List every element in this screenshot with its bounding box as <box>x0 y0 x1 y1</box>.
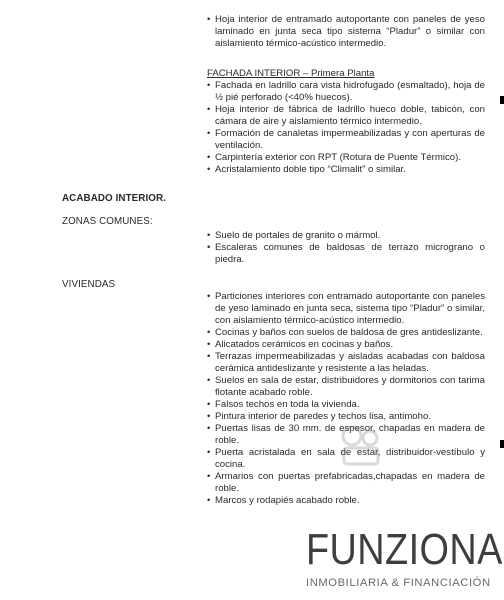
fachada-list <box>215 80 485 176</box>
list-item: • Formación de canaletas impermeabilizadas y con aperturas de ventilación. <box>215 128 485 152</box>
watermark-logo-icon <box>330 424 390 472</box>
list-item: • Alicatados cerámicos en cocinas y baños. <box>215 339 485 351</box>
list-item: • Carpintería exterior con RPT (Rotura de Puente Térmico). <box>215 152 485 164</box>
list-item: • Particiones interiores con entramado autoportante con paneles de yeso laminado en junta seca, sistema tipo “Pladur” o similar, con aislamiento térmico-acústico intermedio. <box>215 291 485 327</box>
list-item: • Acristalamiento doble tipo “Climalit” o similar. <box>215 164 485 176</box>
list-item: • Suelos en sala de estar, distribuidores y dormitorios con tarima flotante acabado roble. <box>215 375 485 399</box>
brand-name: FUNZIONA <box>306 525 503 574</box>
list-item: • Cocinas y baños con suelos de baldosa de gres antideslizante. <box>215 327 485 339</box>
list-item: • Escaleras comunes de baldosas de terrazo micrograno o piedra. <box>215 242 485 266</box>
edge-mark <box>500 440 504 448</box>
section-heading-acabado: ACABADO INTERIOR. <box>62 193 167 204</box>
section-heading-fachada: FACHADA INTERIOR – Primera Planta <box>207 68 375 79</box>
list-item: • Hoja interior de fábrica de ladrillo hueco doble, tabicón, con cámara de aire y aislamiento térmico intermedio. <box>215 104 485 128</box>
list-item: • Marcos y rodapiés acabado roble. <box>215 495 485 507</box>
zonas-list <box>215 230 485 266</box>
list-item: • Armarios con puertas prefabricadas,chapadas en madera de roble. <box>215 471 485 495</box>
list-item: • Hoja interior de entramado autoportante con paneles de yeso laminado en junta seca tipo sistema “Pladur” o similar con aislamiento térmico-acústico intermedio. <box>215 14 485 50</box>
list-item: • Suelo de portales de granito o mármol. <box>215 230 485 242</box>
viviendas-list <box>215 291 485 507</box>
top-list <box>215 14 485 50</box>
section-heading-viviendas: VIVIENDAS <box>62 279 116 290</box>
list-item: • Fachada en ladrillo cara vista hidrofugado (esmaltado), hoja de ½ pié perforado (<40% huecos). <box>215 80 485 104</box>
list-item: • Pintura interior de paredes y techos lisa, antimoho. <box>215 411 485 423</box>
brand-logo <box>306 525 503 589</box>
section-heading-zonas: ZONAS COMUNES: <box>62 216 153 227</box>
brand-tagline: INMOBILIARIA & FINANCIACIÓN <box>306 577 491 589</box>
list-item: • Terrazas impermeabilizadas y aisladas acabadas con baldosa cerámica antideslizante y resistente a las heladas. <box>215 351 485 375</box>
list-item: • Puertas lisas de 30 mm. de espesor, chapadas en madera de roble. <box>215 423 485 447</box>
list-item: • Puerta acristalada en sala de estar, distribuidor-vestíbulo y cocina. <box>215 447 485 471</box>
list-item: • Falsos techos en toda la vivienda. <box>215 399 485 411</box>
edge-mark <box>500 96 504 104</box>
